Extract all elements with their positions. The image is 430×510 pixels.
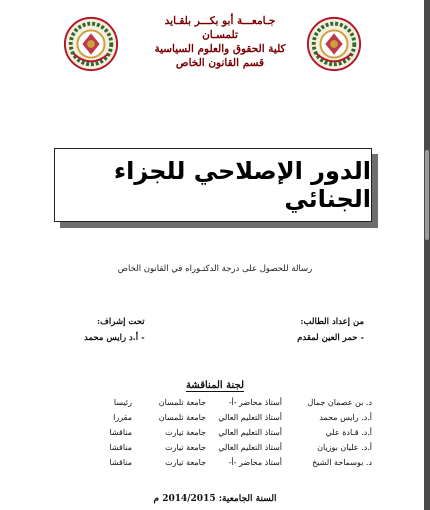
member-role: مقررا (113, 413, 132, 422)
member-rank: أستاذ التعليم العالي (218, 443, 282, 452)
committee-row (60, 395, 372, 410)
supervisor-name: - أ.د رايس محمد (84, 333, 145, 343)
member-rank: أستاذ محاضر -أ- (228, 398, 282, 407)
thesis-subtitle: رسالة للحصول على درجة الدكتـوراه في القانون الخاص (117, 264, 313, 274)
committee-row (60, 455, 372, 470)
member-name: د. بوسماحة الشيخ (312, 458, 372, 467)
student-label: من إعداد الطالب: (300, 317, 364, 327)
scrollbar[interactable] (424, 0, 430, 510)
committee-title-text: لجنة المناقشة (185, 380, 245, 391)
member-name: د. بن عصمان جمال (307, 398, 372, 407)
member-university: جامعة تيارت (165, 458, 206, 467)
member-university: جامعة تيارت (165, 428, 206, 437)
member-name: أ.د. رايس محمد (319, 413, 372, 422)
member-role: مناقشا (109, 443, 132, 452)
thesis-title: الدور الإصلاحي للجزاء الجنائي (113, 157, 371, 213)
member-university: جامعة تيارت (165, 443, 206, 452)
member-university: جامعة تلمسان (158, 413, 206, 422)
university-seal-icon (62, 15, 120, 73)
member-rank: أستاذ محاضر -أ- (228, 458, 282, 467)
student-block (297, 314, 364, 346)
member-role: رئيسا (113, 398, 132, 407)
committee-table (60, 395, 372, 470)
committee-row (60, 425, 372, 440)
member-rank: أستاذ التعليم العالي (218, 428, 282, 437)
scrollbar-thumb[interactable] (425, 150, 429, 240)
supervisor-label: تحت إشراف: (96, 317, 145, 327)
member-name: أ.د. عليان بوزيان (317, 443, 372, 452)
academic-year: السنة الجامعية: 2014/2015 م (153, 494, 277, 504)
committee-row (60, 440, 372, 455)
committee-row (60, 410, 372, 425)
member-university: جامعة تلمسان (158, 398, 206, 407)
university-name: جـامعـــة أبو بكـــر بلقـايد (164, 15, 276, 27)
thesis-title-box (54, 148, 372, 222)
member-role: مناقشا (109, 428, 132, 437)
student-name: - حمر العين لمقدم (297, 333, 364, 343)
institution-header (120, 14, 320, 70)
member-role: مناقشا (109, 458, 132, 467)
member-rank: أستاذ التعليم العالي (218, 413, 282, 422)
faculty-name: كلية الحقوق والعلوم السياسية (154, 43, 286, 55)
committee-title (0, 380, 430, 391)
member-name: أ.د. قـادة علي (325, 428, 372, 437)
city-name: تلمسـان (202, 29, 238, 41)
department-name: قسم القانون الخاص (175, 57, 265, 69)
supervisor-block (84, 314, 145, 346)
